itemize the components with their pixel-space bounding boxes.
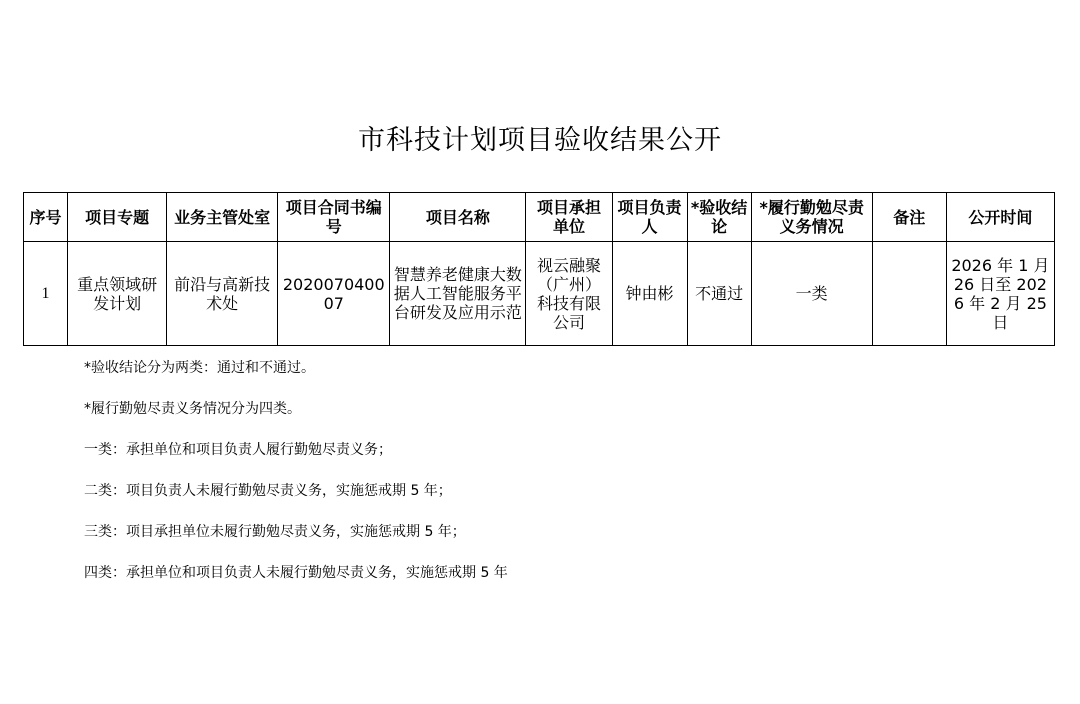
result-table [23,192,1055,346]
table-header-row [24,193,1055,242]
header-cell: 项目负责人 [612,193,687,242]
note-line: 三类：项目承担单位未履行勤勉尽责义务，实施惩戒期 5 年； [84,524,466,540]
page-title: 市科技计划项目验收结果公开 [358,125,722,156]
header-cell: 项目承担单位 [526,193,612,242]
note-line: 四类：承担单位和项目负责人未履行勤勉尽责义务，实施惩戒期 5 年 [84,565,508,581]
cell-conclusion: 不通过 [687,242,751,346]
cell-publish-time: 2026 年 1 月 26 日至 2026 年 2 月 25 日 [946,242,1054,346]
cell-diligence: 一类 [751,242,872,346]
cell-no: 1 [24,242,68,346]
table-row [24,242,1055,346]
cell-leader: 钟由彬 [612,242,687,346]
cell-topic: 重点领域研发计划 [68,242,167,346]
note-line: 二类：项目负责人未履行勤勉尽责义务，实施惩戒期 5 年； [84,483,452,499]
header-cell: 项目专题 [68,193,167,242]
cell-contract-no: 202007040007 [278,242,390,346]
header-cell: 业务主管处室 [167,193,278,242]
note-line: *验收结论分为两类：通过和不通过。 [84,360,315,376]
notes-section [84,358,508,604]
header-cell: 项目合同书编号 [278,193,390,242]
header-cell: 备注 [872,193,946,242]
cell-department: 前沿与高新技术处 [167,242,278,346]
cell-project-name: 智慧养老健康大数据人工智能服务平台研发及应用示范 [390,242,526,346]
header-cell: 序号 [24,193,68,242]
note-line: *履行勤勉尽责义务情况分为四类。 [84,401,301,417]
header-cell: *验收结论 [687,193,751,242]
header-cell: 公开时间 [946,193,1054,242]
cell-undertaker: 视云融聚（广州）科技有限公司 [526,242,612,346]
header-cell: *履行勤勉尽责义务情况 [751,193,872,242]
note-line: 一类：承担单位和项目负责人履行勤勉尽责义务； [84,442,392,458]
header-cell: 项目名称 [390,193,526,242]
cell-remark [872,242,946,346]
